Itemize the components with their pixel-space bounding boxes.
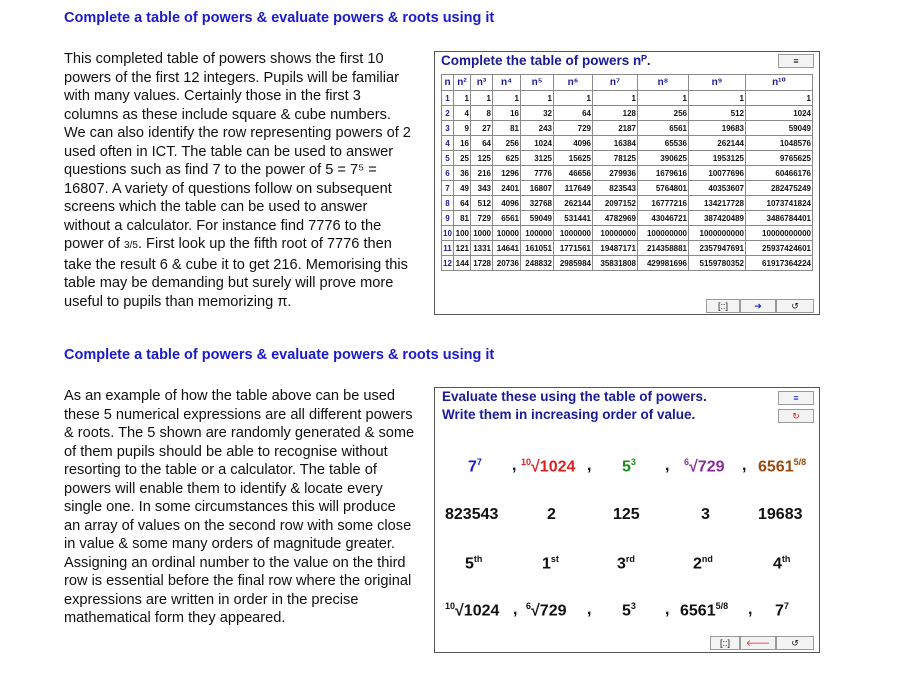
grid-icon: [::] (717, 301, 728, 311)
power-value-cell: 16807 (521, 181, 554, 196)
powers-header-cell: n³ (471, 75, 493, 91)
table-row (442, 91, 813, 106)
back-button[interactable] (740, 636, 776, 650)
power-value-cell: 1000000 (554, 226, 593, 241)
power-value-cell: 729 (554, 121, 593, 136)
power-value-cell: 20736 (493, 256, 521, 271)
power-value-cell: 1000 (471, 226, 493, 241)
powers-header-cell: n (442, 75, 454, 91)
power-value-cell: 81 (493, 121, 521, 136)
power-value-cell: 100 (454, 226, 471, 241)
table-row (442, 181, 813, 196)
power-value-cell: 64 (554, 106, 593, 121)
power-value-cell: 5764801 (638, 181, 689, 196)
power-value-cell: 25937424601 (746, 241, 813, 256)
value-3: 125 (613, 506, 640, 523)
power-value-cell: 1073741824 (746, 196, 813, 211)
table-row (442, 166, 813, 181)
table-row (442, 136, 813, 151)
table-row (442, 241, 813, 256)
power-value-cell: 256 (638, 106, 689, 121)
power-value-cell: 14641 (493, 241, 521, 256)
power-value-cell: 4096 (493, 196, 521, 211)
row-number-cell: 5 (442, 151, 454, 166)
menu-icon: ≡ (793, 56, 799, 66)
powers-header-cell: n¹⁰ (746, 75, 813, 91)
power-value-cell: 46656 (554, 166, 593, 181)
power-value-cell: 3486784401 (746, 211, 813, 226)
power-value-cell: 7776 (521, 166, 554, 181)
power-value-cell: 1 (638, 91, 689, 106)
power-value-cell: 121 (454, 241, 471, 256)
powers-table (441, 74, 813, 271)
value-1: 823543 (445, 506, 499, 523)
power-value-cell: 16777216 (638, 196, 689, 211)
power-value-cell: 64 (454, 196, 471, 211)
power-value-cell: 8 (471, 106, 493, 121)
reset-button[interactable] (776, 299, 814, 313)
ordinal-4: 2nd (693, 554, 713, 573)
powers-table-header (442, 75, 813, 91)
expression-4: $^6$√729 (684, 457, 725, 476)
power-value-cell: 16 (454, 136, 471, 151)
power-value-cell: 100000 (521, 226, 554, 241)
power-value-cell: 10000 (493, 226, 521, 241)
power-value-cell: 3125 (521, 151, 554, 166)
ordered-5: $7^7$ (775, 601, 789, 620)
power-value-cell: 161051 (521, 241, 554, 256)
separator: , (748, 601, 753, 618)
power-value-cell: 216 (471, 166, 493, 181)
power-value-cell: 6561 (638, 121, 689, 136)
expression-3: $5^3$ (622, 457, 636, 476)
power-value-cell: 1 (493, 91, 521, 106)
power-value-cell: 1024 (746, 106, 813, 121)
powers-header-cell: n² (454, 75, 471, 91)
next-button[interactable] (740, 299, 776, 313)
power-value-cell: 10077696 (689, 166, 746, 181)
ordinal-1: 5th (465, 554, 483, 573)
separator: , (587, 457, 592, 474)
table-row (442, 211, 813, 226)
power-value-cell: 4096 (554, 136, 593, 151)
power-value-cell: 343 (471, 181, 493, 196)
power-value-cell: 16 (493, 106, 521, 121)
power-value-cell: 512 (689, 106, 746, 121)
power-value-cell: 65536 (638, 136, 689, 151)
power-value-cell: 243 (521, 121, 554, 136)
power-value-cell: 4 (454, 106, 471, 121)
row-number-cell: 7 (442, 181, 454, 196)
power-value-cell: 78125 (593, 151, 638, 166)
row-number-cell: 1 (442, 91, 454, 106)
power-value-cell: 1 (689, 91, 746, 106)
menu-button[interactable] (778, 54, 814, 68)
power-value-cell: 1 (593, 91, 638, 106)
power-value-cell: 2357947691 (689, 241, 746, 256)
arrow-right-icon: ➔ (754, 301, 762, 311)
undo-icon: ↺ (791, 638, 799, 648)
menu-button-2[interactable] (778, 391, 814, 405)
power-value-cell: 59049 (746, 121, 813, 136)
expression-2: $^{10}$√1024 (521, 457, 576, 476)
ordinal-3: 3rd (617, 554, 635, 573)
powers-header-cell: n⁸ (638, 75, 689, 91)
power-value-cell: 117649 (554, 181, 593, 196)
power-value-cell: 10000000 (593, 226, 638, 241)
row-number-cell: 9 (442, 211, 454, 226)
power-value-cell: 32 (521, 106, 554, 121)
power-value-cell: 429981696 (638, 256, 689, 271)
row-number-cell: 3 (442, 121, 454, 136)
intro-paragraph (64, 50, 416, 311)
table-row (442, 151, 813, 166)
power-value-cell: 100000000 (638, 226, 689, 241)
powers-header-cell: n⁷ (593, 75, 638, 91)
power-value-cell: 2985984 (554, 256, 593, 271)
grid-button-2[interactable] (710, 636, 740, 650)
separator: , (665, 601, 670, 618)
power-value-cell: 19487171 (593, 241, 638, 256)
power-value-cell: 25 (454, 151, 471, 166)
power-value-cell: 282475249 (746, 181, 813, 196)
power-value-cell: 19683 (689, 121, 746, 136)
table-row (442, 196, 813, 211)
ordered-4: $6561^{5/8}$ (680, 601, 729, 620)
table-row (442, 106, 813, 121)
power-value-cell: 279936 (593, 166, 638, 181)
ordinal-2: 1st (542, 554, 559, 573)
power-value-cell: 6561 (493, 211, 521, 226)
separator: , (512, 457, 517, 474)
powers-header-cell: n⁹ (689, 75, 746, 91)
powers-header-cell: n⁶ (554, 75, 593, 91)
power-value-cell: 1048576 (746, 136, 813, 151)
separator: , (665, 457, 670, 474)
power-value-cell: 1000000000 (689, 226, 746, 241)
grid-button[interactable] (706, 299, 740, 313)
power-value-cell: 4782969 (593, 211, 638, 226)
intro-text-b: . First look up the fifth root of 7776 then take the result 6 & cube it to get 216. Memorising this table may be demanding but surely will prove more useful to pupils than memorizing π. (64, 236, 408, 310)
value-2: 2 (547, 506, 556, 523)
separator: , (513, 601, 518, 618)
power-value-cell: 512 (471, 196, 493, 211)
power-value-cell: 43046721 (638, 211, 689, 226)
power-value-cell: 387420489 (689, 211, 746, 226)
power-value-cell: 49 (454, 181, 471, 196)
power-value-cell: 61917364224 (746, 256, 813, 271)
row-number-cell: 11 (442, 241, 454, 256)
separator: , (587, 601, 592, 618)
refresh-icon: ↻ (792, 411, 800, 421)
evaluate-panel (434, 387, 820, 653)
ordered-1: $^{10}$√1024 (445, 601, 500, 620)
power-value-cell: 16384 (593, 136, 638, 151)
power-value-cell: 390625 (638, 151, 689, 166)
heading-top: Complete a table of powers & evaluate powers & roots using it (64, 10, 495, 26)
power-value-cell: 144 (454, 256, 471, 271)
power-value-cell: 134217728 (689, 196, 746, 211)
example-paragraph: As an example of how the table above can be used these 5 numerical expressions are all different powers & roots. The 5 shown are randomly generated & some of them pupils should be able to recognise without resorting to the table or a calculator. The table of powers will enable them to identify & locate every single one. In some circumstances this will produce an array of values on the second row with some close in value & some many orders of magnitude greater. Assigning an ordinal number to the value on the third row is essential before the final row where the original expressions are written in order in the precise mathematical form they appeared. (64, 388, 415, 626)
value-4: 3 (701, 506, 710, 523)
power-value-cell: 128 (593, 106, 638, 121)
power-value-cell: 81 (454, 211, 471, 226)
power-value-cell: 531441 (554, 211, 593, 226)
row-number-cell: 10 (442, 226, 454, 241)
power-value-cell: 27 (471, 121, 493, 136)
power-value-cell: 5159780352 (689, 256, 746, 271)
power-value-cell: 35831808 (593, 256, 638, 271)
powers-header-cell: n⁴ (493, 75, 521, 91)
power-value-cell: 9 (454, 121, 471, 136)
ordered-2: $^6$√729 (526, 601, 567, 620)
table-row (442, 256, 813, 271)
ordered-3: $5^3$ (622, 601, 636, 620)
intro-text-a: This completed table of powers shows the first 10 powers of the first 12 integers. Pupils will be familiar with many values. Certainly those in the first 3 columns as these include square & cube numbers. We can also identify the row representing powers of 2 used often in ICT. The table can be used to answer questions such as find 7 to the power of 5 = 7⁵ = 16807. A variety of questions follow on subsequent screens which the table can be used to answer without a calculator. For instance find 7776 to the power of (64, 51, 411, 252)
power-value-cell: 1953125 (689, 151, 746, 166)
row-number-cell: 2 (442, 106, 454, 121)
power-value-cell: 2401 (493, 181, 521, 196)
power-value-cell: 1296 (493, 166, 521, 181)
grid-icon: [::] (719, 638, 730, 648)
power-value-cell: 1728 (471, 256, 493, 271)
menu-icon: ≡ (793, 393, 799, 403)
power-value-cell: 1 (554, 91, 593, 106)
power-value-cell: 262144 (689, 136, 746, 151)
power-value-cell: 60466176 (746, 166, 813, 181)
undo-icon: ↺ (791, 301, 799, 311)
power-value-cell: 64 (471, 136, 493, 151)
row-number-cell: 12 (442, 256, 454, 271)
table-row (442, 226, 813, 241)
ordinal-5: 4th (773, 554, 791, 573)
power-value-cell: 214358881 (638, 241, 689, 256)
power-value-cell: 10000000000 (746, 226, 813, 241)
powers-table-title: Complete the table of powers nᴾ. (441, 53, 651, 68)
power-value-cell: 40353607 (689, 181, 746, 196)
expression-5: $6561^{5/8}$ (758, 457, 807, 476)
refresh-button[interactable] (778, 409, 814, 423)
powers-header-cell: n⁵ (521, 75, 554, 91)
power-value-cell: 15625 (554, 151, 593, 166)
power-value-cell: 729 (471, 211, 493, 226)
evaluate-title-1: Evaluate these using the table of powers. (442, 389, 707, 404)
power-value-cell: 36 (454, 166, 471, 181)
power-value-cell: 1771561 (554, 241, 593, 256)
row-number-cell: 4 (442, 136, 454, 151)
row-number-cell: 6 (442, 166, 454, 181)
power-value-cell: 1 (746, 91, 813, 106)
intro-fraction: 3/5 (124, 240, 138, 251)
power-value-cell: 256 (493, 136, 521, 151)
evaluate-title-2: Write them in increasing order of value. (442, 407, 696, 422)
power-value-cell: 9765625 (746, 151, 813, 166)
table-row (442, 121, 813, 136)
row-number-cell: 8 (442, 196, 454, 211)
power-value-cell: 32768 (521, 196, 554, 211)
power-value-cell: 248832 (521, 256, 554, 271)
power-value-cell: 1331 (471, 241, 493, 256)
power-value-cell: 2187 (593, 121, 638, 136)
separator: , (742, 457, 747, 474)
power-value-cell: 262144 (554, 196, 593, 211)
power-value-cell: 125 (471, 151, 493, 166)
power-value-cell: 1 (454, 91, 471, 106)
power-value-cell: 823543 (593, 181, 638, 196)
value-5: 19683 (758, 506, 803, 523)
expression-1: $7^7$ (468, 457, 482, 476)
power-value-cell: 59049 (521, 211, 554, 226)
power-value-cell: 625 (493, 151, 521, 166)
power-value-cell: 2097152 (593, 196, 638, 211)
heading-middle: Complete a table of powers & evaluate powers & roots using it (64, 347, 495, 363)
reset-button-2[interactable] (776, 636, 814, 650)
power-value-cell: 1 (521, 91, 554, 106)
power-value-cell: 1024 (521, 136, 554, 151)
power-value-cell: 1 (471, 91, 493, 106)
powers-table-panel (434, 51, 820, 315)
power-value-cell: 1679616 (638, 166, 689, 181)
arrow-left-icon: 🡐 (745, 638, 771, 648)
